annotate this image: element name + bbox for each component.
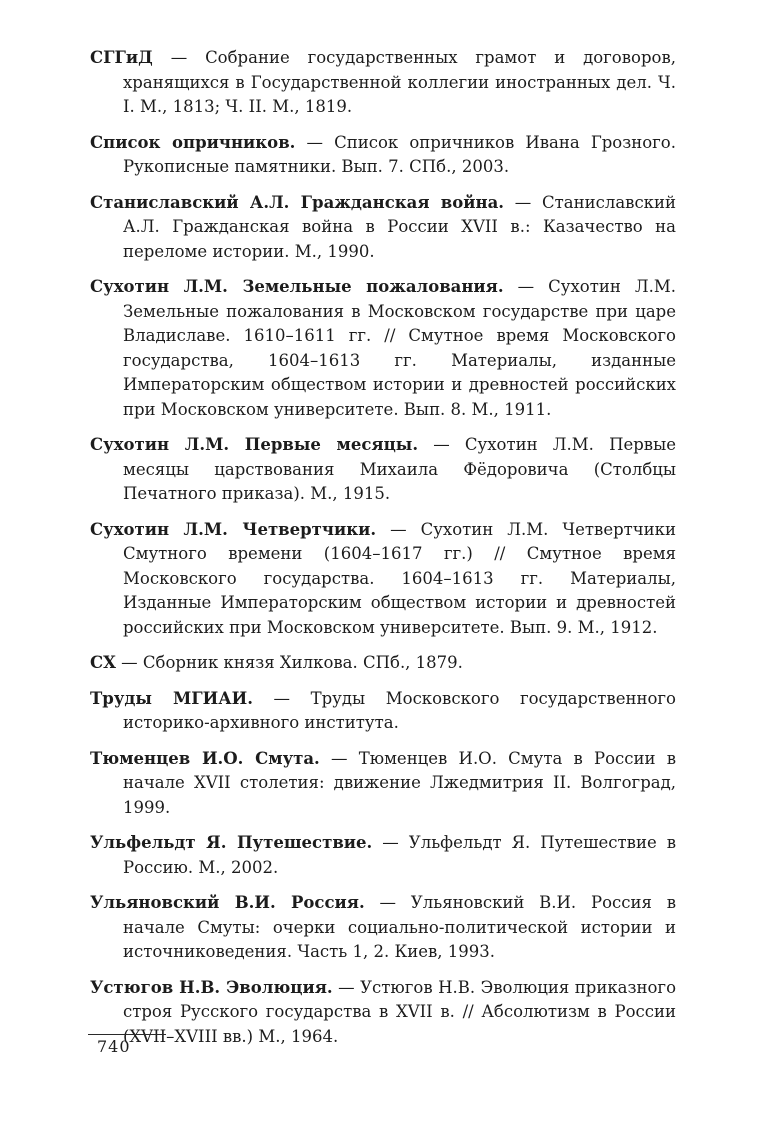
bibliography-entry xyxy=(90,976,676,1050)
bibliography-list xyxy=(90,46,676,1060)
entry-text: — Сухотин Л.М. Первые месяцы царствования Михаила Фёдоровича (Столбцы Печатного приказа). М., 1915. xyxy=(123,435,676,503)
footer-rule xyxy=(88,1034,166,1035)
bibliography-entry xyxy=(90,131,676,180)
bibliography-entry xyxy=(90,518,676,641)
entry-term: Тюменцев И.О. Смута. xyxy=(90,748,320,768)
bibliography-entry xyxy=(90,891,676,965)
bibliography-entry xyxy=(90,46,676,120)
entry-term: Устюгов Н.В. Эволюция. xyxy=(90,977,333,997)
entry-text: — Труды Московского государственного историко-архивного института. xyxy=(123,688,676,732)
entry-text: — Список опричников Ивана Грозного. Рукописные памятники. Вып. 7. СПб., 2003. xyxy=(123,132,676,176)
bibliography-entry xyxy=(90,687,676,736)
entry-text: — Ульфельдт Я. Путешествие в Россию. М., 2002. xyxy=(123,833,677,877)
page-number: 740 xyxy=(97,1037,131,1056)
entry-term: Ульяновский В.И. Россия. xyxy=(90,893,365,912)
bibliography-entry xyxy=(90,191,676,265)
entry-term: Ульфельдт Я. Путешествие. xyxy=(90,833,373,852)
bibliography-entry xyxy=(90,651,676,676)
entry-text: — Станиславский А.Л. Гражданская война в России XVII в.: Казачество на переломе истории. М., 1990. xyxy=(123,192,676,261)
entry-text: — Тюменцев И.О. Смута в России в начале XVII столетия: движение Лжедмитрия II. Волгоград, 1999. xyxy=(123,748,676,817)
entry-text: — Ульяновский В.И. Россия в начале Смуты: очерки социально-политической истории и источниковедения. Часть 1, 2. Киев, 1993. xyxy=(123,893,676,961)
entry-term: СГГиД xyxy=(90,48,153,67)
page-footer xyxy=(88,1034,166,1057)
entry-term: Сухотин Л.М. Земельные пожалования. xyxy=(90,277,504,296)
entry-text: — Сборник князя Хилкова. СПб., 1879. xyxy=(115,653,463,672)
entry-text: — Сухотин Л.М. Четвертчики Смутного времени (1604–1617 гг.) // Смутное время Московского государства. 1604–1613 гг. Материалы, Изданные Императорским обществом истории и древностей российских при Московском университете. Вып. 9. М., 1912. xyxy=(123,519,676,637)
entry-term: СХ xyxy=(90,653,116,672)
entry-term: Станиславский А.Л. Гражданская война. xyxy=(90,192,505,212)
bibliography-entry xyxy=(90,747,676,821)
entry-text: — Устюгов Н.В. Эволюция приказного строя Русского государства в XVII в. // Абсолютизм в России (XVII–XVIII вв.) М., 1964. xyxy=(123,977,676,1046)
entry-term: Труды МГИАИ. xyxy=(90,688,253,708)
bibliography-entry xyxy=(90,831,676,880)
entry-term: Сухотин Л.М. Четвертчики. xyxy=(90,519,377,539)
entry-text: — Собрание государственных грамот и договоров, хранящихся в Государственной коллегии иностранных дел. Ч. I. М., 1813; Ч. II. М., 1819. xyxy=(123,48,676,116)
entry-term: Сухотин Л.М. Первые месяцы. xyxy=(90,435,419,454)
bibliography-entry xyxy=(90,275,676,422)
entry-term: Список опричников. xyxy=(90,132,296,152)
bibliography-entry xyxy=(90,433,676,507)
entry-text: — Сухотин Л.М. Земельные пожалования в Московском государстве при царе Владиславе. 1610–1611 гг. // Смутное время Московского государства, 1604–1613 гг. Материалы, изданные Императорским обществом истории и древностей российских при Московском университете. Вып. 8. М., 1911. xyxy=(123,277,676,419)
